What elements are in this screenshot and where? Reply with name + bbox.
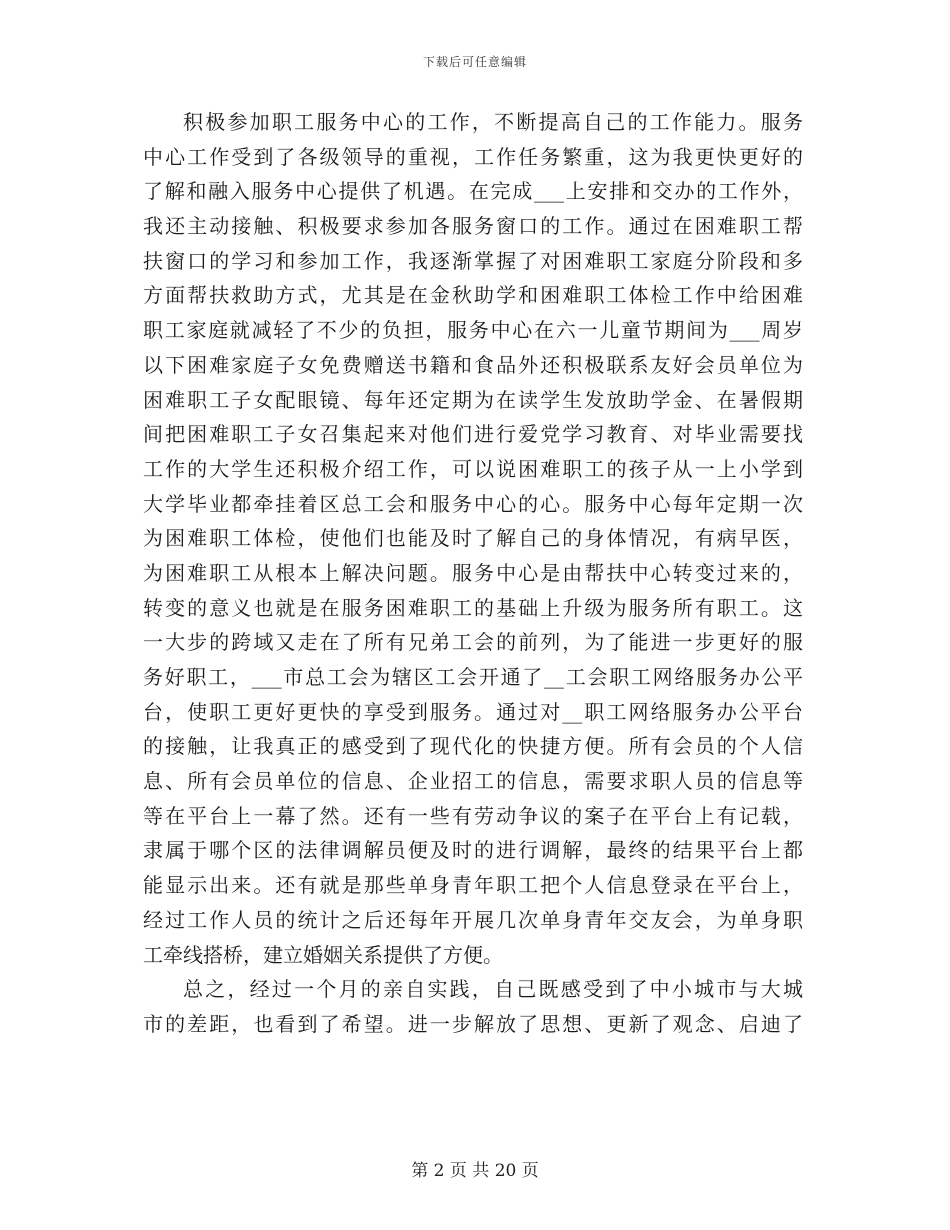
body-line: 为困难职工从根本上解决问题。服务中心是由帮扶中心转变过来的， [143,560,803,585]
body-line: 职工家庭就减轻了不少的负担，服务中心在六一儿童节期间为___周岁 [143,318,803,343]
body-line: 工作的大学生还积极介绍工作，可以说困难职工的孩子从一上小学到 [143,456,803,481]
body-line: 经过工作人员的统计之后还每年开展几次单身青年交友会，为单身职 [143,907,803,932]
body-line: 大学毕业都牵挂着区总工会和服务中心的心。服务中心每年定期一次 [143,491,803,516]
body-line: 方面帮扶救助方式，尤其是在金秋助学和困难职工体检工作中给困难 [143,283,803,308]
body-line: 扶窗口的学习和参加工作，我逐渐掌握了对困难职工家庭分阶段和多 [143,248,803,273]
document-body [143,105,803,1042]
body-line: 的接触，让我真正的感受到了现代化的快捷方便。所有会员的个人信 [143,734,803,759]
body-line: 困难职工子女配眼镜、每年还定期为在读学生发放助学金、在暑假期 [143,387,803,412]
body-line: 务好职工，___市总工会为辖区工会开通了__工会职工网络服务办公平 [143,665,803,689]
page-number: 第 2 页 共 20 页 [411,1161,539,1181]
body-line: 一大步的跨域又走在了所有兄弟工会的前列，为了能进一步更好的服 [143,630,803,655]
page-header-note: 下载后可任意编辑 [422,55,527,69]
body-line: 市的差距，也看到了希望。进一步解放了思想、更新了观念、启迪了 [143,1011,803,1036]
body-line: 我还主动接触、积极要求参加各服务窗口的工作。通过在困难职工帮 [143,214,803,239]
body-line: 为困难职工体检，使他们也能及时了解自己的身体情况，有病早医， [143,526,803,551]
body-line: 间把困难职工子女召集起来对他们进行爱党学习教育、对毕业需要找 [143,422,803,447]
body-line: 转变的意义也就是在服务困难职工的基础上升级为服务所有职工。这 [143,595,803,620]
body-line: 隶属于哪个区的法律调解员便及时的进行调解，最终的结果平台上都 [143,838,803,863]
body-line: 台，使职工更好更快的享受到服务。通过对__职工网络服务办公平台 [143,699,803,724]
body-line: 工牵线搭桥，建立婚姻关系提供了方便。 [143,942,503,967]
body-line: 总之，经过一个月的亲自实践，自己既感受到了中小城市与大城 [183,977,803,1002]
body-line: 等在平台上一幕了然。还有一些有劳动争议的案子在平台上有记载， [143,803,803,828]
body-line: 息、所有会员单位的信息、企业招工的信息，需要求职人员的信息等 [143,769,803,794]
body-line: 积极参加职工服务中心的工作，不断提高自己的工作能力。服务 [183,110,803,134]
body-line: 中心工作受到了各级领导的重视，工作任务繁重，这为我更快更好的 [143,144,803,169]
body-line: 了解和融入服务中心提供了机遇。在完成___上安排和交办的工作外， [143,179,803,204]
body-line: 能显示出来。还有就是那些单身青年职工把个人信息登录在平台上， [143,873,803,898]
body-line: 以下困难家庭子女免费赠送书籍和食品外还积极联系友好会员单位为 [143,352,803,377]
